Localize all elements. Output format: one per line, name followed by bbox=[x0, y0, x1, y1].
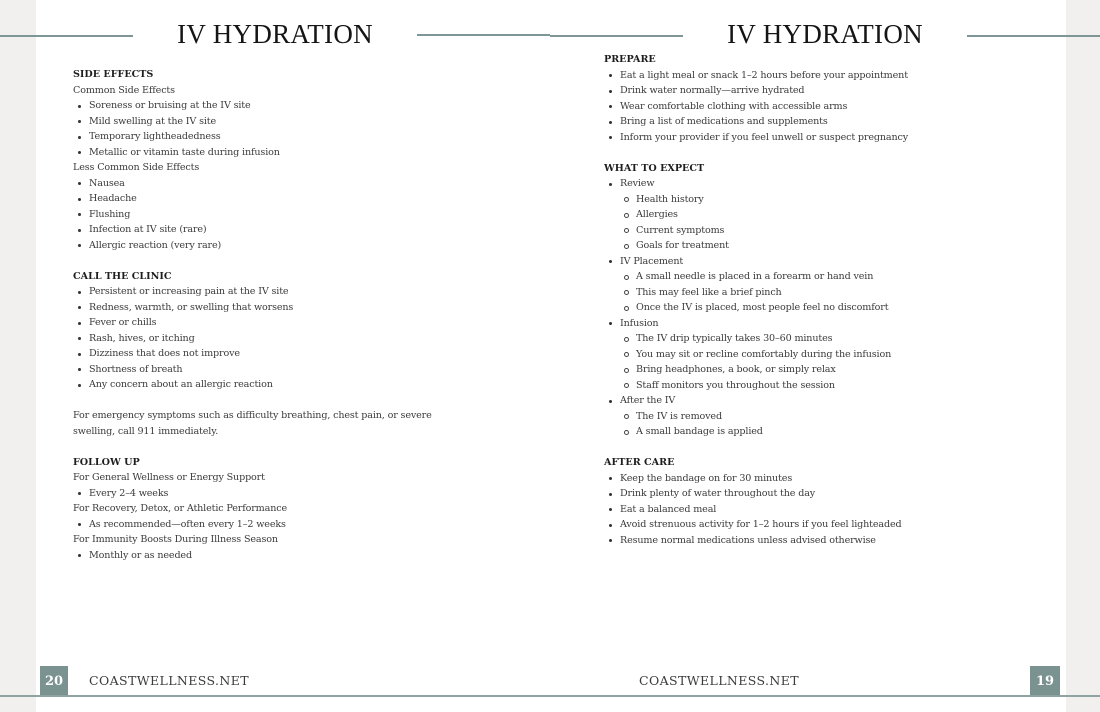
list-item: Allergies bbox=[636, 207, 1044, 223]
list-prepare bbox=[604, 68, 1044, 146]
list-item: Keep the bandage on for 30 minutes bbox=[620, 471, 1044, 487]
group-label: Review bbox=[620, 178, 655, 189]
list-item: This may feel like a brief pinch bbox=[636, 285, 1044, 301]
list-item: Temporary lightheadedness bbox=[89, 129, 493, 145]
footer-rule bbox=[0, 695, 1100, 697]
list-item: As recommended—often every 1–2 weeks bbox=[89, 517, 493, 533]
list-item: Eat a light meal or snack 1–2 hours before your appointment bbox=[620, 68, 1044, 84]
list-item: Health history bbox=[636, 192, 1044, 208]
list-item: Avoid strenuous activity for 1–2 hours if you feel lighteaded bbox=[620, 517, 1044, 533]
footer-website: COASTWELLNESS.NET bbox=[639, 673, 800, 688]
list-after-care bbox=[604, 471, 1044, 549]
list-item: Soreness or bruising at the IV site bbox=[89, 98, 493, 114]
right-content bbox=[604, 52, 1044, 548]
list-item: Nausea bbox=[89, 176, 493, 192]
follow-up-group-label: For Immunity Boosts During Illness Season bbox=[73, 534, 278, 545]
section-heading-prepare: PREPARE bbox=[604, 54, 656, 65]
section-heading-follow-up: FOLLOW UP bbox=[73, 456, 140, 468]
list-item: Eat a balanced meal bbox=[620, 502, 1044, 518]
list-what-to-expect bbox=[604, 176, 1044, 440]
list-item bbox=[620, 316, 1044, 394]
list-item: Flushing bbox=[89, 207, 493, 223]
list-item: Infection at IV site (rare) bbox=[89, 222, 493, 238]
list-item: A small bandage is applied bbox=[636, 424, 1044, 440]
section-heading-call-clinic: CALL THE CLINIC bbox=[73, 270, 172, 282]
list-item: Drink water normally—arrive hydrated bbox=[620, 83, 1044, 99]
list-item: The IV is removed bbox=[636, 409, 1044, 425]
section-heading-after-care: AFTER CARE bbox=[604, 457, 675, 468]
list-item bbox=[620, 393, 1044, 440]
list-item: The IV drip typically takes 30–60 minutes bbox=[636, 331, 1044, 347]
footer-website: COASTWELLNESS.NET bbox=[89, 673, 250, 688]
list-item: Dizziness that does not improve bbox=[89, 346, 493, 362]
list-item: Redness, warmth, or swelling that worsens bbox=[89, 300, 493, 316]
sublist bbox=[620, 192, 1044, 254]
list-item: Inform your provider if you feel unwell or suspect pregnancy bbox=[620, 130, 1044, 146]
list-item: Bring a list of medications and supplements bbox=[620, 114, 1044, 130]
list-item: Staff monitors you throughout the session bbox=[636, 378, 1044, 394]
list-item: Every 2–4 weeks bbox=[89, 486, 493, 502]
list-item: Rash, hives, or itching bbox=[89, 331, 493, 347]
sublist bbox=[620, 409, 1044, 440]
follow-up-list bbox=[73, 486, 493, 502]
list-item: Bring headphones, a book, or simply relax bbox=[636, 362, 1044, 378]
page-title: IV HYDRATION bbox=[727, 19, 923, 49]
page-title: IV HYDRATION bbox=[177, 19, 373, 49]
list-call-clinic bbox=[73, 284, 493, 393]
page-right bbox=[550, 0, 1100, 712]
follow-up-list bbox=[73, 548, 493, 564]
list-item: A small needle is placed in a forearm or hand vein bbox=[636, 269, 1044, 285]
list-item: Once the IV is placed, most people feel no discomfort bbox=[636, 300, 1044, 316]
subheading-common-side-effects: Common Side Effects bbox=[73, 84, 175, 96]
subheading-less-common-side-effects: Less Common Side Effects bbox=[73, 162, 200, 173]
list-item: Wear comfortable clothing with accessible arms bbox=[620, 99, 1044, 115]
follow-up-group-label: For Recovery, Detox, or Athletic Performance bbox=[73, 503, 287, 514]
list-item: Allergic reaction (very rare) bbox=[89, 238, 493, 254]
list-item: Resume normal medications unless advised otherwise bbox=[620, 533, 1044, 549]
section-heading-side-effects: SIDE EFFECTS bbox=[73, 69, 154, 80]
list-item: Persistent or increasing pain at the IV site bbox=[89, 284, 493, 300]
list-common-side-effects bbox=[73, 98, 493, 160]
follow-up-group-label: For General Wellness or Energy Support bbox=[73, 472, 265, 483]
list-item: Goals for treatment bbox=[636, 238, 1044, 254]
list-item bbox=[620, 176, 1044, 254]
group-label: Infusion bbox=[620, 317, 659, 329]
list-item: Drink plenty of water throughout the day bbox=[620, 486, 1044, 502]
list-item: Metallic or vitamin taste during infusion bbox=[89, 145, 493, 161]
list-item: Fever or chills bbox=[89, 315, 493, 331]
page-number-badge: 20 bbox=[40, 666, 68, 696]
left-content bbox=[73, 67, 493, 563]
list-item: Any concern about an allergic reaction bbox=[89, 377, 493, 393]
list-item: Shortness of breath bbox=[89, 362, 493, 378]
emergency-note: For emergency symptoms such as difficulty breathing, chest pain, or severe swelling, call 911 immediately. bbox=[73, 410, 432, 437]
list-item: Mild swelling at the IV site bbox=[89, 114, 493, 130]
group-label: After the IV bbox=[620, 395, 676, 406]
list-item bbox=[620, 254, 1044, 316]
follow-up-list bbox=[73, 517, 493, 533]
page-number-badge: 19 bbox=[1030, 666, 1060, 696]
list-item: Monthly or as needed bbox=[89, 548, 493, 564]
sublist bbox=[620, 331, 1044, 393]
list-item: Headache bbox=[89, 191, 493, 207]
list-item: Current symptoms bbox=[636, 223, 1044, 239]
section-heading-what-to-expect: WHAT TO EXPECT bbox=[604, 162, 705, 174]
group-label: IV Placement bbox=[620, 255, 684, 267]
list-less-common-side-effects bbox=[73, 176, 493, 254]
sublist bbox=[620, 269, 1044, 316]
list-item: You may sit or recline comfortably during the infusion bbox=[636, 347, 1044, 363]
